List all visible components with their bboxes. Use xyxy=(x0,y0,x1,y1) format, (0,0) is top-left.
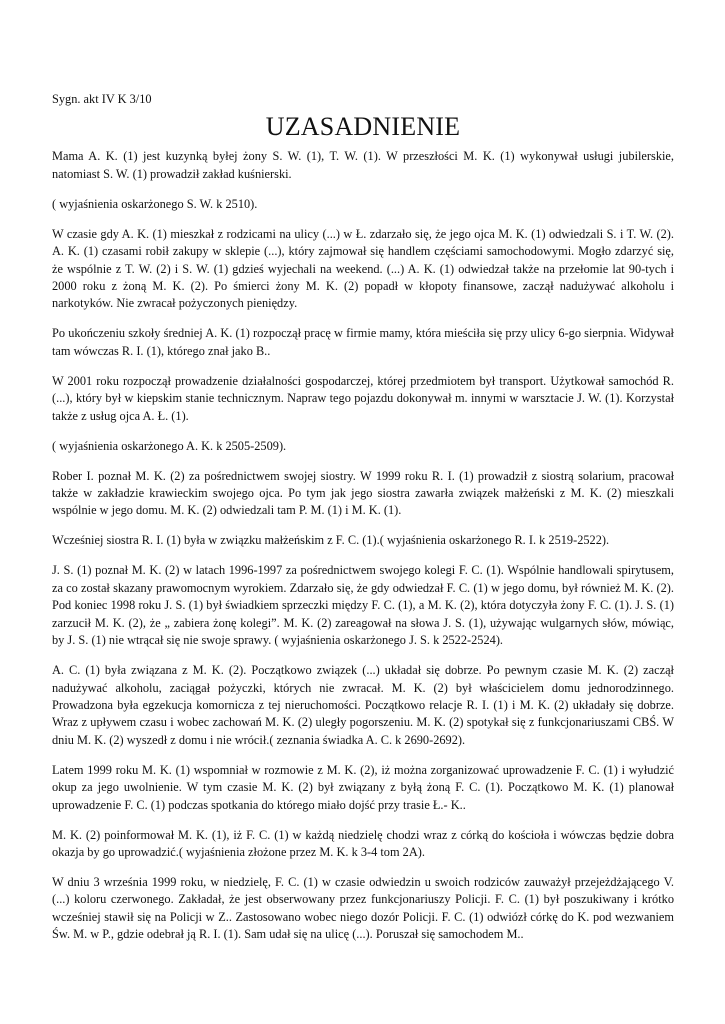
document-page xyxy=(52,91,674,944)
paragraph: Mama A. K. (1) jest kuzynką byłej żony S. W. (1), T. W. (1). W przeszłości M. K. (1) wykonywał usługi jubilerskie, natomiast S. W. (1) prowadził zakład kuśnierski. xyxy=(52,149,674,181)
paragraph: M. K. (2) poinformował M. K. (1), iż F. C. (1) w każdą niedzielę chodzi wraz z córką do kościoła i wówczas będzie dobra okazja by go uprowadzić.( wyjaśnienia złożone przez M. K. k 3-4 tom 2A). xyxy=(52,827,674,859)
paragraph: W 2001 roku rozpoczął prowadzenie działalności gospodarczej, której przedmiotem był transport. Użytkował samochód R. (...), który był w kiepskim stanie technicznym. Napraw tego pojazdu dokonywał m. innymi w warsztacie J. W. (1). Korzystał także z usług ojca A. Ł. (1). xyxy=(52,373,674,423)
paragraph: A. C. (1) była związana z M. K. (2). Początkowo związek (...) układał się dobrze. Po pewnym czasie M. K. (2) zaczął nadużywać alkoholu, zaciągał pożyczki, których nie zwracał. M. K. (2) był właścicielem domu jednorodzinnego. Prowadzona była egzekucja komornicza z tej nieruchomości. Początkowo relacje R. I. (1) i M. K. (2) układały się dobrze. Wraz z upływem czasu i wobec zachowań M. K. (2) uległy pogorszeniu. M. K. (2) spotykał się z funkcjonariuszami CBŚ. W dniu M. K. (2) wyszedł z domu i nie wrócił.( zeznania świadka A. C. k 2690-2692). xyxy=(52,663,674,747)
paragraph: W dniu 3 września 1999 roku, w niedzielę, F. C. (1) w czasie odwiedzin u swoich rodziców zauważył przejeżdżającego V. (...) koloru czerwonego. Zakładał, że jest obserwowany przez funkcjonariuszy Policji. F. C. (1) był poszukiwany i krótko wcześniej stawił się na Policji w Z.. Zastosowano wobec niego dozór Policji. F. C. (1) odwiózł córkę do K. pod wezwaniem Św. M. w P., gdzie odebrał ją R. I. (1). Sam udał się na ulicę (...). Poruszał się samochodem M.. xyxy=(52,874,674,942)
paragraph: Latem 1999 roku M. K. (1) wspomniał w rozmowie z M. K. (2), iż można zorganizować uprowadzenie F. C. (1) i wyłudzić okup za jego uwolnienie. W tym czasie M. K. (2) był związany z byłą żoną F. C. (1). Początkowo M. K. (1) planował uprowadzenie F. C. (1) podczas spotkania do którego miało dojść przy trasie Ł.- K.. xyxy=(52,762,674,812)
paragraph: W czasie gdy A. K. (1) mieszkał z rodzicami na ulicy (...) w Ł. zdarzało się, że jego ojca M. K. (1) odwiedzali S. i T. W. (2). A. K. (1) czasami robił zakupy w sklepie (...), który zajmował się handlem częściami samochodowymi. Mogło zdarzyć się, że wspólnie z T. W. (2) i S. W. (1) gdzieś wyjechali na weekend. (...) A. K. (1) odwiedzał także na przełomie lat 90-tych i 2000 roku z żoną M. K. (2). Po śmierci żony M. K. (2) popadł w kłopoty finansowe, zaczął nadużywać alkoholu i narkotyków. Nie zwracał pożyczonych pieniędzy. xyxy=(52,226,674,311)
paragraph: Rober I. poznał M. K. (2) za pośrednictwem swojej siostry. W 1999 roku R. I. (1) prowadził z siostrą solarium, pracował także w zakładzie krawieckim swojego ojca. Po tym jak jego siostra zawarła związek małżeński z M. K. (2) mieszkali wspólnie w jego domu. M. K. (2) odwiedzali tam P. M. (1) i M. K. (1). xyxy=(52,468,674,518)
paragraph: J. S. (1) poznał M. K. (2) w latach 1996-1997 za pośrednictwem swojego kolegi F. C. (1). Wspólnie handlowali spirytusem, za co został skazany prawomocnym wyrokiem. Zdarzało się, że gdy odwiedzał F. C. (1) w jego domu, był również M. K. (2). Pod koniec 1998 roku J. S. (1) był świadkiem sprzeczki między F. C. (1), a M. K. (2), która dotyczyła żony F. C. (1). J. S. (1) zarzucił M. K. (2), że „ zabiera żonę kolegi”. M. K. (2) zareagował na słowa J. S. (1), używając wulgarnych słów, mówiąc, by J. S. (1) nie wtrącał się nie swoje sprawy. ( wyjaśnienia oskarżonego J. S. k 2522-2524). xyxy=(52,563,674,648)
paragraph: ( wyjaśnienia oskarżonego S. W. k 2510). xyxy=(52,196,258,211)
paragraph: ( wyjaśnienia oskarżonego A. K. k 2505-2509). xyxy=(52,438,287,453)
paragraph: Po ukończeniu szkoły średniej A. K. (1) rozpoczął pracę w firmie mamy, która mieściła się przy ulicy 6-go sierpnia. Widywał tam wówczas R. I. (1), którego znał jako B.. xyxy=(52,326,674,358)
case-signature: Sygn. akt IV K 3/10 xyxy=(52,92,152,106)
document-title: UZASADNIENIE xyxy=(265,112,461,142)
paragraph: Wcześniej siostra R. I. (1) była w związku małżeńskim z F. C. (1).( wyjaśnienia oskarżonego R. I. k 2519-2522). xyxy=(52,533,610,548)
